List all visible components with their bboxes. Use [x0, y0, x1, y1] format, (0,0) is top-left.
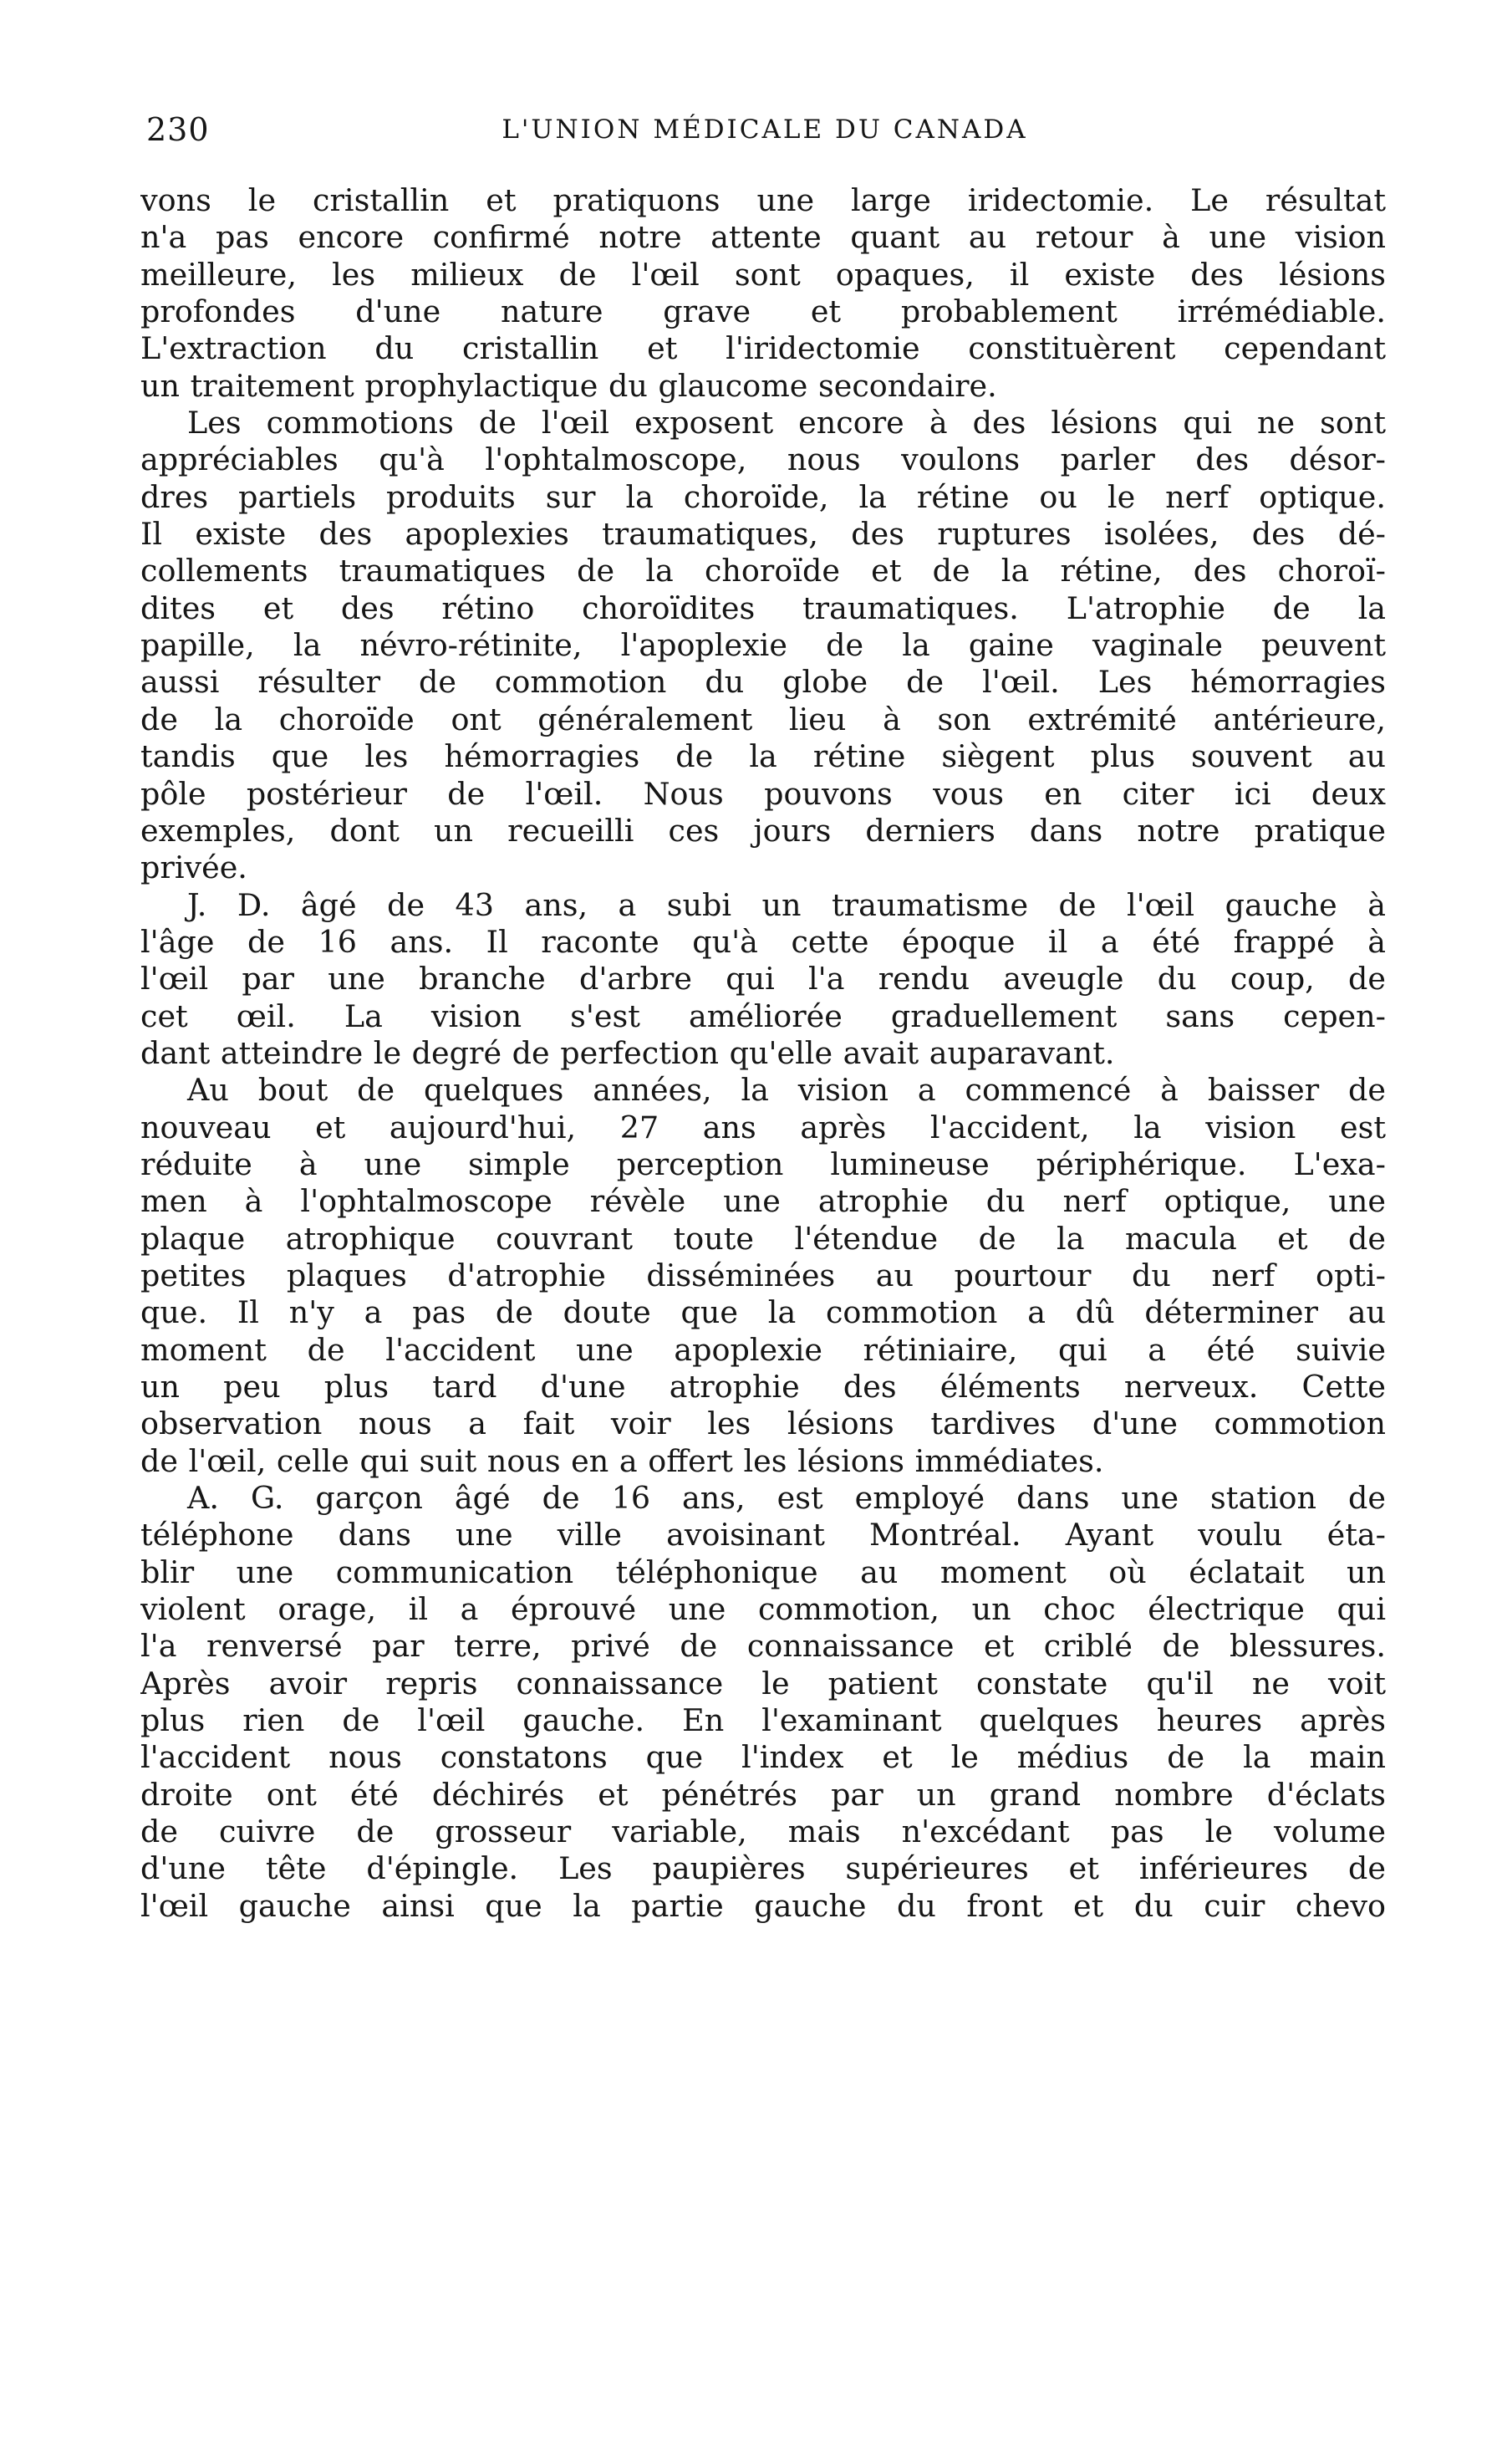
text-line: d'une tête d'épingle. Les paupières supérieures et inférieures de	[140, 1850, 1386, 1887]
text-line: violent orage, il a éprouvé une commotion, un choc électrique qui	[140, 1591, 1386, 1628]
text-line: un traitement prophylactique du glaucome secondaire.	[140, 367, 997, 404]
text-line: dites et des rétino choroïdites traumatiques. L'atrophie de la	[140, 589, 1386, 626]
text-line: l'âge de 16 ans. Il raconte qu'à cette époque il a été frappé à	[140, 923, 1386, 960]
text-line: A. G. garçon âgé de 16 ans, est employé dans une station de	[187, 1480, 1386, 1517]
page-number: 230	[146, 111, 210, 148]
text-line: un peu plus tard d'une atrophie des éléments nerveux. Cette	[140, 1369, 1386, 1405]
text-line: Les commotions de l'œil exposent encore à des lésions qui ne sont	[187, 405, 1386, 441]
text-line: nouveau et aujourd'hui, 27 ans après l'accident, la vision est	[140, 1109, 1386, 1145]
text-line: exemples, dont un recueilli ces jours derniers dans notre pratique	[140, 812, 1386, 849]
text-line: moment de l'accident une apoplexie rétiniaire, qui a été suivie	[140, 1331, 1386, 1368]
text-line: Au bout de quelques années, la vision a commencé à baisser de	[187, 1072, 1386, 1109]
text-line: dres partiels produits sur la choroïde, la rétine ou le nerf optique.	[140, 478, 1386, 515]
text-line: petites plaques d'atrophie disséminées au pourtour du nerf opti-	[140, 1257, 1386, 1293]
text-line: vons le cristallin et pratiquons une large iridectomie. Le résultat	[140, 182, 1386, 218]
text-line: droite ont été déchirés et pénétrés par un grand nombre d'éclats	[140, 1776, 1386, 1813]
text-line: Il existe des apoplexies traumatiques, des ruptures isolées, des dé-	[140, 516, 1386, 553]
page-header	[146, 100, 1383, 159]
text-line: cet œil. La vision s'est améliorée graduellement sans cepen-	[140, 997, 1386, 1034]
text-line: L'extraction du cristallin et l'iridectomie constituèrent cependant	[140, 330, 1386, 367]
text-line: plaque atrophique couvrant toute l'étendue de la macula et de	[140, 1220, 1386, 1257]
text-line: meilleure, les milieux de l'œil sont opaques, il existe des lésions	[140, 256, 1386, 293]
text-line: que. Il n'y a pas de doute que la commotion a dû déterminer au	[140, 1294, 1386, 1331]
text-line: dant atteindre le degré de perfection qu'elle avait auparavant.	[140, 1034, 1115, 1071]
text-line: papille, la névro-rétinite, l'apoplexie de la gaine vaginale peuvent	[140, 627, 1386, 664]
text-line: pôle postérieur de l'œil. Nous pouvons vous en citer ici deux	[140, 775, 1386, 812]
text-line: observation nous a fait voir les lésions tardives d'une commotion	[140, 1405, 1386, 1442]
running-title: L'UNION MÉDICALE DU CANADA	[502, 115, 1028, 145]
text-line: n'a pas encore confirmé notre attente quant au retour à une vision	[140, 219, 1386, 256]
text-line: men à l'ophtalmoscope révèle une atrophie du nerf optique, une	[140, 1183, 1386, 1220]
text-line: réduite à une simple perception lumineuse périphérique. L'exa-	[140, 1145, 1386, 1182]
text-line: privée.	[140, 849, 247, 886]
text-line: de l'œil, celle qui suit nous en a offert les lésions immédiates.	[140, 1442, 1104, 1479]
text-line: téléphone dans une ville avoisinant Montréal. Ayant voulu éta-	[140, 1517, 1386, 1553]
text-line: J. D. âgé de 43 ans, a subi un traumatisme de l'œil gauche à	[187, 886, 1386, 923]
text-line: l'œil gauche ainsi que la partie gauche du front et du cuir chevo	[140, 1887, 1386, 1924]
text-line: tandis que les hémorragies de la rétine siègent plus souvent au	[140, 738, 1386, 775]
text-line: collements traumatiques de la choroïde et de la rétine, des choroï-	[140, 553, 1386, 589]
text-line: aussi résulter de commotion du globe de l'œil. Les hémorragies	[140, 664, 1386, 701]
text-line: appréciables qu'à l'ophtalmoscope, nous voulons parler des désor-	[140, 441, 1386, 478]
text-line: de cuivre de grosseur variable, mais n'excédant pas le volume	[140, 1814, 1386, 1850]
text-line: l'accident nous constatons que l'index et le médius de la main	[140, 1739, 1386, 1776]
text-line: blir une communication téléphonique au moment où éclatait un	[140, 1553, 1386, 1590]
text-line: Après avoir repris connaissance le patient constate qu'il ne voit	[140, 1665, 1386, 1701]
text-line: plus rien de l'œil gauche. En l'examinant quelques heures après	[140, 1702, 1386, 1739]
text-line: profondes d'une nature grave et probablement irrémédiable.	[140, 293, 1386, 330]
article-body	[140, 182, 1386, 1925]
text-line: de la choroïde ont généralement lieu à son extrémité antérieure,	[140, 701, 1386, 737]
text-line: l'a renversé par terre, privé de connaissance et criblé de blessures.	[140, 1628, 1386, 1665]
text-line: l'œil par une branche d'arbre qui l'a rendu aveugle du coup, de	[140, 961, 1386, 997]
